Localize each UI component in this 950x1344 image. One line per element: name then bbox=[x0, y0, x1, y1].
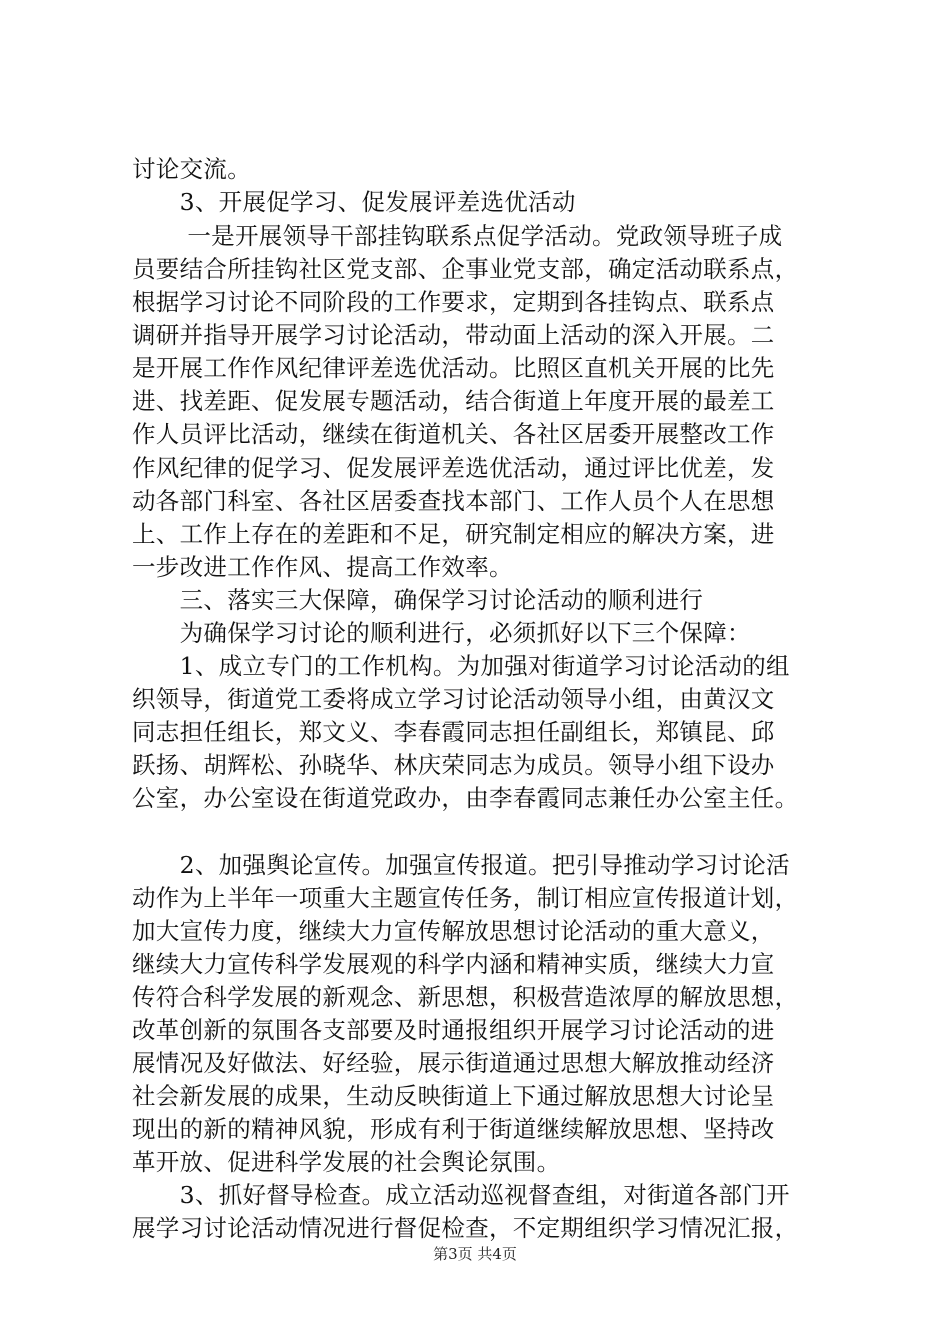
text-line: 同志担任组长，郑文义、李春霞同志担任副组长，郑镇昆、邱 bbox=[132, 718, 775, 746]
text-line: 公室，办公室设在街道党政办，由李春霞同志兼任办公室主任。 bbox=[132, 784, 799, 812]
text-line: 传符合科学发展的新观念、新思想，积极营造浓厚的解放思想， bbox=[132, 983, 799, 1011]
text-line: 现出的新的精神风貌，形成有利于街道继续解放思想、坚持改 bbox=[132, 1115, 775, 1143]
text-line: 员要结合所挂钩社区党支部、企事业党支部，确定活动联系点， bbox=[132, 255, 799, 283]
text-line: 2、加强舆论宣传。加强宣传报道。把引导推动学习讨论活 bbox=[132, 851, 790, 879]
text-line: 进、找差距、促发展专题活动，结合街道上年度开展的最差工 bbox=[132, 387, 775, 415]
text-line: 改革创新的氛围各支部要及时通报组织开展学习讨论活动的进 bbox=[132, 1016, 775, 1044]
page-footer: 第3页 共4页 bbox=[433, 1245, 517, 1263]
text-line: 一是开展领导干部挂钩联系点促学活动。党政领导班子成 bbox=[132, 222, 783, 250]
text-line: 展情况及好做法、好经验，展示街道通过思想大解放推动经济 bbox=[132, 1049, 775, 1077]
text-line: 织领导，街道党工委将成立学习讨论活动领导小组，由黄汉文 bbox=[132, 685, 775, 713]
text-line: 三、落实三大保障，确保学习讨论活动的顺利进行 bbox=[132, 586, 704, 614]
text-line: 是开展工作作风纪律评差选优活动。比照区直机关开展的比先 bbox=[132, 354, 775, 382]
text-line: 为确保学习讨论的顺利进行，必须抓好以下三个保障： bbox=[132, 619, 751, 647]
text-line: 社会新发展的成果，生动反映街道上下通过解放思想大讨论呈 bbox=[132, 1082, 775, 1110]
text-line: 展学习讨论活动情况进行督促检查，不定期组织学习情况汇报， bbox=[132, 1214, 799, 1242]
text-line: 加大宣传力度，继续大力宣传解放思想讨论活动的重大意义， bbox=[132, 917, 775, 945]
text-line: 作人员评比活动，继续在街道机关、各社区居委开展整改工作 bbox=[132, 420, 775, 448]
text-line: 调研并指导开展学习讨论活动，带动面上活动的深入开展。二 bbox=[132, 321, 775, 349]
text-line: 继续大力宣传科学发展观的科学内涵和精神实质，继续大力宣 bbox=[132, 950, 775, 978]
text-line: 1、成立专门的工作机构。为加强对街道学习讨论活动的组 bbox=[132, 652, 790, 680]
text-line: 跃扬、胡辉松、孙晓华、林庆荣同志为成员。领导小组下设办 bbox=[132, 751, 775, 779]
text-line: 根据学习讨论不同阶段的工作要求，定期到各挂钩点、联系点 bbox=[132, 288, 775, 316]
text-line: 革开放、促进科学发展的社会舆论氛围。 bbox=[132, 1148, 561, 1176]
text-line: 动各部门科室、各社区居委查找本部门、工作人员个人在思想 bbox=[132, 487, 775, 515]
text-line: 讨论交流。 bbox=[132, 155, 251, 183]
text-line: 一步改进工作作风、提高工作效率。 bbox=[132, 553, 513, 581]
text-line: 上、工作上存在的差距和不足，研究制定相应的解决方案，进 bbox=[132, 520, 775, 548]
text-line: 作风纪律的促学习、促发展评差选优活动，通过评比优差，发 bbox=[132, 454, 775, 482]
text-line: 3、抓好督导检查。成立活动巡视督查组，对街道各部门开 bbox=[132, 1181, 790, 1209]
text-line: 动作为上半年一项重大主题宣传任务，制订相应宣传报道计划， bbox=[132, 884, 799, 912]
text-line: 3、开展促学习、促发展评差选优活动 bbox=[132, 188, 576, 216]
